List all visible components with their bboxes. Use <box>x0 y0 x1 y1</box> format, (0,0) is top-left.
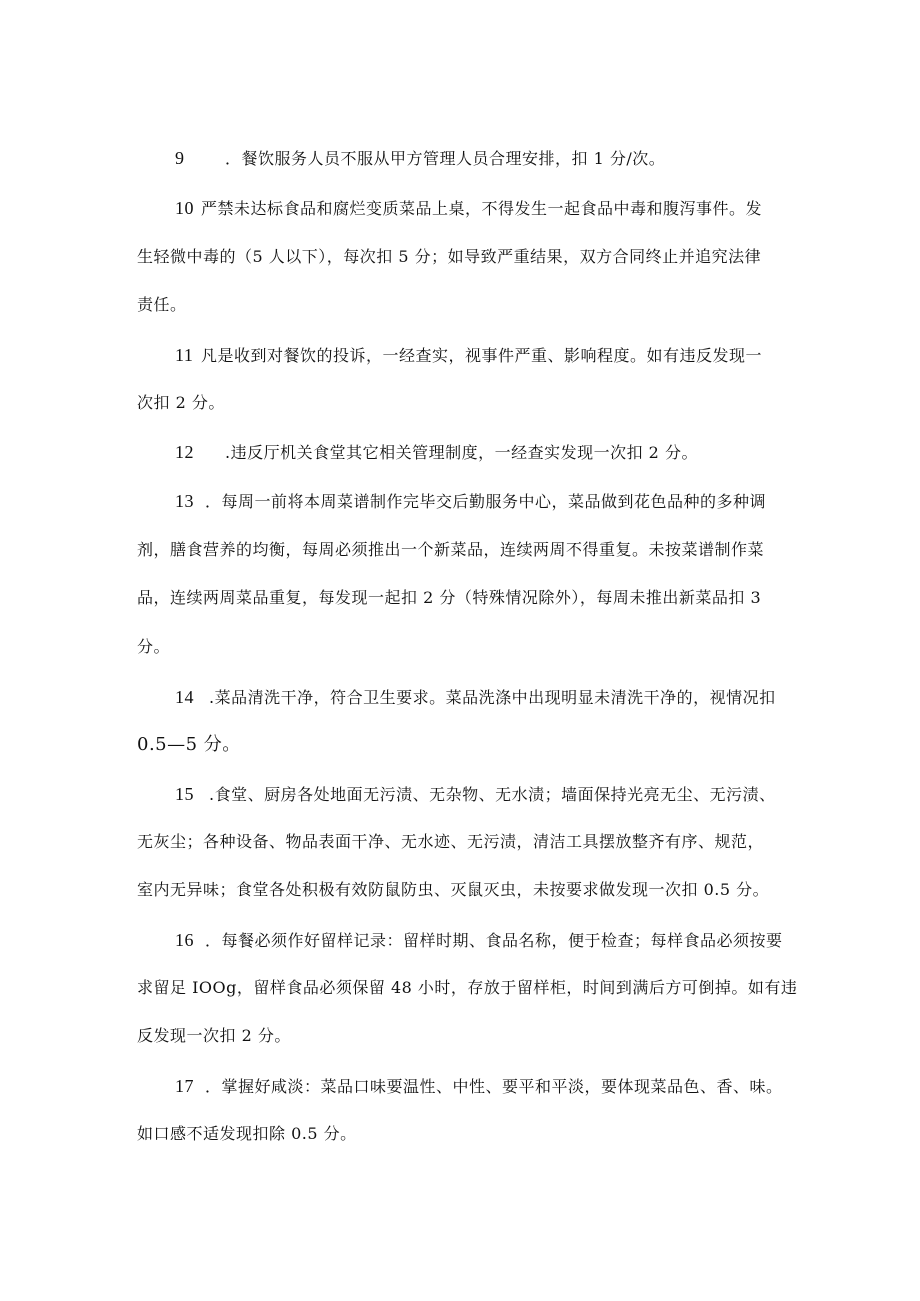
item-text: ．每周一前将本周菜谱制作完毕交后勤服务中心，菜品做到花色品种的多种调 <box>205 492 767 511</box>
paragraph-line <box>137 587 761 609</box>
item-text: 如口感不适发现扣除 0.5 分。 <box>137 1124 357 1143</box>
item-text: 生轻微中毒的（5 人以下），每次扣 5 分；如导致严重结果，双方合同终止并追究法律 <box>137 247 762 266</box>
item-text: .菜品清洗干净，符合卫生要求。菜品洗涤中出现明显未清洗干净的，视情况扣 <box>209 688 776 707</box>
paragraph-line <box>137 734 241 756</box>
item-text: 分。 <box>137 637 171 656</box>
paragraph-line <box>175 490 766 513</box>
item-text: 室内无异味；食堂各处积极有效防鼠防虫、灭鼠灭虫，未按要求做发现一次扣 0.5 分。 <box>137 880 770 899</box>
item-number: 17 <box>175 1076 194 1096</box>
paragraph-line <box>175 441 698 464</box>
item-number: 11 <box>175 345 194 365</box>
paragraph-line <box>175 1075 783 1098</box>
paragraph-line <box>175 344 762 367</box>
item-text: 次扣 2 分。 <box>137 393 225 412</box>
paragraph-line <box>175 783 776 806</box>
item-text: .食堂、厨房各处地面无污渍、无杂物、无水渍；墙面保持光亮无尘、无污渍、 <box>209 785 776 804</box>
paragraph-line <box>137 1123 357 1145</box>
item-text: 责任。 <box>137 295 187 314</box>
paragraph-line <box>137 831 764 853</box>
item-text: ．掌握好咸淡：菜品口味要温性、中性、要平和平淡，要体现菜品色、香、味。 <box>205 1077 783 1096</box>
item-number: 13 <box>175 491 194 511</box>
paragraph-line <box>137 392 225 414</box>
item-text: ．每餐必须作好留样记录：留样时期、食品名称，便于检查；每样食品必须按要 <box>205 931 783 950</box>
paragraph-line <box>137 246 761 268</box>
item-number: 12 <box>175 442 194 462</box>
item-number: 14 <box>175 687 194 707</box>
item-text: 0.5—5 分。 <box>137 734 241 755</box>
item-text: ．餐饮服务人员不服从甲方管理人员合理安排，扣 1 分/次。 <box>225 149 666 168</box>
item-text: 品，连续两周菜品重复，每发现一起扣 2 分（特殊情况除外），每周未推出新菜品扣 3 <box>137 588 762 607</box>
paragraph-line <box>175 147 665 170</box>
paragraph-line <box>137 539 764 561</box>
paragraph-line <box>137 977 797 999</box>
paragraph-line <box>137 294 187 316</box>
paragraph-line <box>137 1025 291 1047</box>
item-text: 凡是收到对餐饮的投诉，一经查实，视事件严重、影响程度。如有违反发现一 <box>201 346 763 365</box>
paragraph-line <box>175 929 783 952</box>
item-number: 10 <box>175 198 194 218</box>
item-text: 严禁未达标食品和腐烂变质菜品上桌，不得发生一起食品中毒和腹泻事件。发 <box>201 199 763 218</box>
paragraph-line <box>137 879 769 901</box>
item-number: 15 <box>175 784 194 804</box>
item-text: 剂，膳食营养的均衡，每周必须推出一个新菜品，连续两周不得重复。未按菜谱制作菜 <box>137 540 765 559</box>
paragraph-line <box>137 636 170 658</box>
item-number: 16 <box>175 930 194 950</box>
item-text: 反发现一次扣 2 分。 <box>137 1026 291 1045</box>
item-number: 9 <box>175 148 185 168</box>
paragraph-line <box>175 686 776 709</box>
paragraph-line <box>175 197 762 220</box>
item-text: .违反厅机关食堂其它相关管理制度，一经查实发现一次扣 2 分。 <box>225 443 698 462</box>
item-text: 无灰尘；各种设备、物品表面干净、无水迹、无污渍，清洁工具摆放整齐有序、规范， <box>137 832 765 851</box>
item-text: 求留足 IOOg，留样食品必须保留 48 小时，存放于留样柜，时间到满后方可倒掉。如有违 <box>137 978 798 997</box>
